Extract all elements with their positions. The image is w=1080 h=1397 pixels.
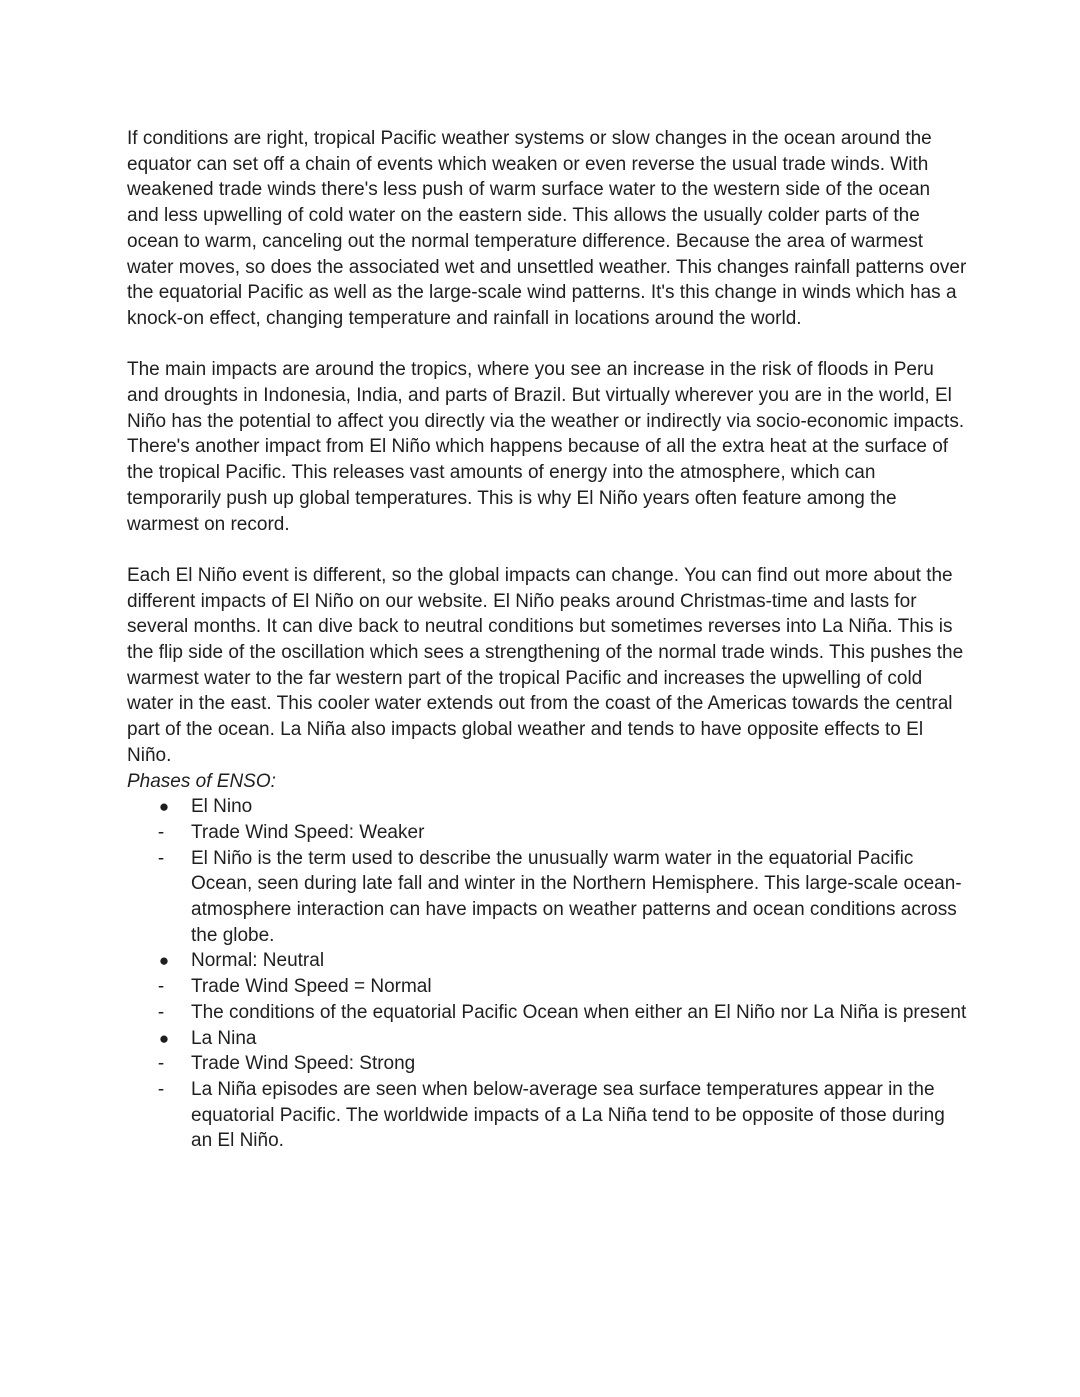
list-item-la-nina [127, 1026, 967, 1052]
phase-description: El Niño is the term used to describe the unusually warm water in the equatorial Pacific Ocean, seen during late fall and winter in the Northern Hemisphere. This large-scale ocean-atmosphere interaction can have impacts on weather patterns and ocean conditions across the globe. [191, 847, 962, 946]
phases-list [127, 794, 967, 1154]
list-item-el-nino-wind [127, 820, 967, 846]
list-item-la-nina-description [127, 1077, 967, 1154]
dash-icon: - [157, 1053, 165, 1075]
phase-name: Normal: Neutral [191, 950, 325, 972]
phases-heading: Phases of ENSO: [127, 770, 276, 792]
list-item-neutral-wind [127, 974, 967, 1000]
list-item-la-nina-wind [127, 1051, 967, 1077]
document-page [127, 126, 967, 1154]
bullet-icon: ● [158, 797, 170, 817]
phase-wind-speed: Trade Wind Speed = Normal [191, 976, 432, 998]
phase-description: The conditions of the equatorial Pacific Ocean when either an El Niño nor La Niña is present [191, 1001, 967, 1023]
dash-icon: - [157, 976, 165, 998]
phase-name: El Nino [191, 796, 253, 818]
phase-name: La Nina [191, 1027, 257, 1049]
dash-icon: - [157, 1001, 165, 1023]
phase-wind-speed: Trade Wind Speed: Weaker [191, 821, 425, 843]
list-item-el-nino [127, 794, 967, 820]
phase-wind-speed: Trade Wind Speed: Strong [191, 1053, 416, 1075]
bullet-icon: ● [158, 1028, 170, 1048]
list-item-neutral [127, 948, 967, 974]
paragraph-impacts: The main impacts are around the tropics, where you see an increase in the risk of floods in Peru and droughts in Indonesia, India, and parts of Brazil. But virtually wherever you are in the world, El Niño has the potential to affect you directly via the weather or indirectly via socio-economic impacts. There's another impact from El Niño which happens because of all the extra heat at the surface of the tropical Pacific. This releases vast amounts of energy into the atmosphere, which can temporarily push up global temperatures. This is why El Niño years often feature among the warmest on record. [127, 359, 965, 535]
dash-icon: - [157, 821, 165, 843]
paragraph-trade-winds: If conditions are right, tropical Pacific weather systems or slow changes in the ocean around the equator can set off a chain of events which weaken or even reverse the usual trade winds. With weakened trade winds there's less push of warm surface water to the western side of the ocean and less upwelling of cold water on the eastern side. This allows the usually colder parts of the ocean to warm, canceling out the normal temperature difference. Because the area of warmest water moves, so does the associated wet and unsettled weather. This changes rainfall patterns over the equatorial Pacific as well as the large-scale wind patterns. It's this change in winds which has a knock-on effect, changing temperature and rainfall in locations around the world. [127, 128, 967, 329]
dash-icon: - [157, 847, 165, 869]
dash-icon: - [157, 1078, 165, 1100]
list-item-el-nino-description [127, 846, 967, 949]
list-item-neutral-description [127, 1000, 967, 1026]
paragraph-la-nina: Each El Niño event is different, so the global impacts can change. You can find out more about the different impacts of El Niño on our website. El Niño peaks around Christmas-time and lasts for several months. It can dive back to neutral conditions but sometimes reverses into La Niña. This is the flip side of the oscillation which sees a strengthening of the normal trade winds. This pushes the warmest water to the far western part of the tropical Pacific and increases the upwelling of cold water in the east. This cooler water extends out from the coast of the Americas towards the central part of the ocean. La Niña also impacts global weather and tends to have opposite effects to El Niño. [127, 564, 964, 766]
bullet-icon: ● [158, 951, 170, 971]
phase-description: La Niña episodes are seen when below-average sea surface temperatures appear in the equatorial Pacific. The worldwide impacts of a La Niña tend to be opposite of those during an El Niño. [191, 1078, 945, 1152]
